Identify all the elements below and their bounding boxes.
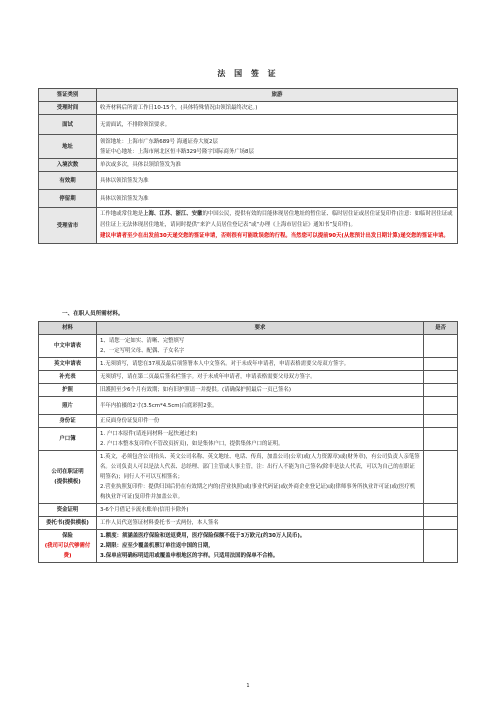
header-cell: 是否 bbox=[424, 322, 458, 335]
requirement-line: 1. 户口本原件(请连同材料一起快递过来) bbox=[100, 431, 198, 437]
table-row bbox=[39, 190, 458, 208]
section-title: 一、在职人员所需材料。 bbox=[62, 311, 124, 317]
table-row bbox=[39, 397, 458, 415]
material-requirement: 无须填写，请在第二页最后签名栏签字。对于未成年申请者，申请表格需要父母双方签字。 bbox=[97, 371, 424, 384]
row-value: 单次或多次，具体以领馆签发为准 bbox=[97, 159, 458, 172]
row-label: 入境次数 bbox=[39, 159, 97, 172]
timing-warning: 建议申请者至少在出发前30天递交您的签证申请，否则很有可能耽误您的行程。当然您可以提前90天(从您预计出发日期计算)递交您的签证申请。 bbox=[100, 233, 449, 239]
table-row bbox=[39, 115, 458, 135]
material-label: 委托书(提供模板) bbox=[39, 517, 97, 530]
page-number: 1 bbox=[246, 683, 250, 689]
material-requirement: 旧護照至少6个月有效期；如有旧护照请一并提供。(请确保护照最后一页已签名) bbox=[97, 384, 424, 397]
check-cell[interactable] bbox=[424, 415, 458, 428]
header-cell: 要求 bbox=[97, 322, 424, 335]
row-value: 具体以领馆签发为准 bbox=[97, 190, 458, 208]
page-title: 法 国 签 证 bbox=[217, 69, 279, 78]
material-requirement bbox=[97, 451, 424, 504]
materials-table bbox=[38, 321, 458, 563]
material-requirement: 半年内拍摄的2寸(3.5cm*4.5cm)白底彩照2张。 bbox=[97, 397, 424, 415]
table-row bbox=[39, 102, 458, 115]
requirement-line: 2.期限：应至少覆盖机票订单往返中国的日期， bbox=[100, 543, 214, 549]
row-value: 收齐材料后所需工作日10-15个，(具体特殊情况由领馆最终决定。) bbox=[97, 102, 458, 115]
table-row bbox=[39, 371, 458, 384]
check-cell[interactable] bbox=[424, 517, 458, 530]
check-cell[interactable] bbox=[424, 358, 458, 371]
table-row bbox=[39, 415, 458, 428]
material-label: 照片 bbox=[39, 397, 97, 415]
requirement-line: 2、一定写明父母、配偶、子女名字 bbox=[100, 348, 185, 354]
table-row bbox=[39, 384, 458, 397]
overview-table bbox=[38, 88, 458, 244]
requirement-line: 1.英文，必须包含公司抬头、英文公司名称、英文地址、电话、传真，加盖公司(公章)或(人力资源章)或(财务章)，有公司负责人亲笔签名。公司负责人可以是法人代表、总经理、部门主管或人事主管，注：出行人不能为自己签名(除非是法人代表，可以为自己的在职证明签名)；同行人不可以互相签名； bbox=[100, 454, 420, 480]
requirement-line: 1.额度：须涵盖医疗保险和送返费用，医疗保险保额不低于3万欧元(约30万人民币)。 bbox=[100, 533, 306, 539]
material-label: 英文申请表 bbox=[39, 358, 97, 371]
insurance-note: (我司可以代够需付费) bbox=[44, 543, 91, 559]
table-row bbox=[39, 322, 458, 335]
requirement-line: 2.营业执照复印件：提供归国后仍在有效期之内的(营业执照)或(事业代码证)或(外商企业登记证)或(律师事务所执业许可证)或(医疗机构执业许可证)复印件并加盖公章。 bbox=[100, 484, 416, 500]
material-label: 公司在职证明 (提供模板) bbox=[39, 451, 97, 504]
table-row bbox=[39, 135, 458, 159]
row-label: 停留期 bbox=[39, 190, 97, 208]
table-row bbox=[39, 89, 458, 102]
row-value: 具体以领馆签发为准 bbox=[97, 172, 458, 190]
material-requirement: 3-6个月借记卡流水账单(信用卡除外) bbox=[97, 504, 424, 517]
table-row bbox=[39, 358, 458, 371]
table-row bbox=[39, 159, 458, 172]
check-cell[interactable] bbox=[424, 428, 458, 451]
material-label: 补充表 bbox=[39, 371, 97, 384]
header-cell: 签证类别 bbox=[39, 89, 97, 102]
material-label: 身份证 bbox=[39, 415, 97, 428]
check-cell[interactable] bbox=[424, 530, 458, 563]
material-label: 户口簿 bbox=[39, 428, 97, 451]
row-value bbox=[97, 208, 458, 244]
region-text: 工作地或常住地是 bbox=[100, 211, 144, 217]
table-row bbox=[39, 172, 458, 190]
insurance-label: 保险 bbox=[62, 533, 73, 539]
table-row bbox=[39, 530, 458, 563]
row-label: 有效期 bbox=[39, 172, 97, 190]
check-cell[interactable] bbox=[424, 335, 458, 358]
row-label: 地址 bbox=[39, 135, 97, 159]
material-requirement bbox=[97, 428, 424, 451]
row-label: 受理省市 bbox=[39, 208, 97, 244]
material-label bbox=[39, 530, 97, 563]
visa-center-address: 签证中心地址：上海市闸北区恒丰路329号隆宇国际商务广场8层 bbox=[100, 148, 254, 155]
material-requirement: 工作人员代送签证材料委托书一式两份，本人签名 bbox=[97, 517, 424, 530]
row-value: 无需面试，不排除领馆要求。 bbox=[97, 115, 458, 135]
header-cell: 材料 bbox=[39, 322, 97, 335]
material-requirement: 1.无须填写，请您在37项及最后项签署本人中文签名。对于未成年申请者，申请表格需要父母双方签字。 bbox=[97, 358, 424, 371]
check-cell[interactable] bbox=[424, 504, 458, 517]
material-requirement bbox=[97, 530, 424, 563]
header-cell: 旅游 bbox=[97, 89, 458, 102]
table-row bbox=[39, 504, 458, 517]
requirement-line: 2. 户口本整本复印件(不管改页折页)，如是集体户口，提供集体户口的证明。 bbox=[100, 441, 284, 447]
table-row bbox=[39, 517, 458, 530]
requirement-line: 1、请您一定如实、清晰、完整填写 bbox=[100, 338, 185, 344]
table-row bbox=[39, 451, 458, 504]
material-requirement bbox=[97, 335, 424, 358]
material-label: 中文申请表 bbox=[39, 335, 97, 358]
check-cell[interactable] bbox=[424, 384, 458, 397]
row-label: 受理时间 bbox=[39, 102, 97, 115]
material-requirement: 正反面身份证复印件一份 bbox=[97, 415, 424, 428]
material-label: 资金证明 bbox=[39, 504, 97, 517]
check-cell[interactable] bbox=[424, 451, 458, 504]
row-value bbox=[97, 135, 458, 159]
check-cell[interactable] bbox=[424, 397, 458, 415]
table-row bbox=[39, 208, 458, 244]
requirement-line: 3.保单应明确标明适用或覆盖申根地区的字样。只适用法国的保单不合格。 bbox=[100, 553, 279, 559]
row-label: 面试 bbox=[39, 115, 97, 135]
table-row bbox=[39, 335, 458, 358]
table-row bbox=[39, 428, 458, 451]
region-text-rest: 的中国公民，提供有效的目能体现居住地址的暂住证、临时居住证或居住证复印件(注意：如临时居住证或居住证上无法体现居住地址，请同时提供“来沪人员居住登记表”或“办理《上海市居住证》通知书”复印件)。 bbox=[100, 211, 453, 228]
material-label: 护照 bbox=[39, 384, 97, 397]
consulate-address: 领馆地址：上海市广东路689号 海通证券大厦2层 bbox=[100, 138, 218, 145]
region-provinces: 上海、江苏、浙江、安徽 bbox=[143, 211, 203, 217]
check-cell[interactable] bbox=[424, 371, 458, 384]
